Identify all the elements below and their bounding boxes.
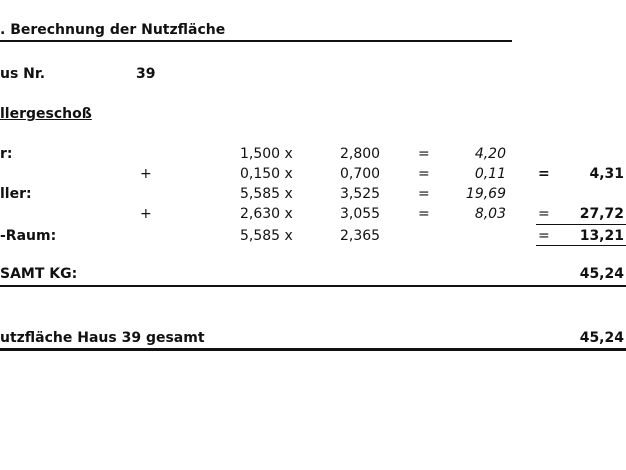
- row-factor-a: 0,150 x: [240, 166, 293, 182]
- total-kg-rule: [0, 285, 626, 287]
- row-factor-b: 3,055: [340, 206, 381, 222]
- subtotal-value: 13,21: [579, 228, 624, 244]
- floor-heading: llergeschoß: [0, 106, 92, 122]
- row-result: 19,69: [465, 186, 506, 202]
- subtotal-equals: =: [538, 166, 550, 182]
- row-factor-b: 2,800: [340, 146, 381, 162]
- row-label: r:: [0, 146, 13, 162]
- total-kg-label: SAMT KG:: [0, 266, 78, 282]
- subtotal-equals: =: [538, 206, 550, 222]
- row-equals: =: [418, 166, 430, 182]
- subtotal-value: 4,31: [589, 166, 624, 182]
- total-kg-value: 45,24: [579, 266, 624, 282]
- row-equals: =: [418, 186, 430, 202]
- row-plus: +: [140, 206, 152, 222]
- row-result: 0,11: [474, 166, 506, 182]
- row-factor-a: 2,630 x: [240, 206, 293, 222]
- row-factor-a: 5,585 x: [240, 228, 293, 244]
- row-equals: =: [418, 206, 430, 222]
- subtotal-equals: =: [538, 228, 550, 244]
- row-equals: =: [418, 146, 430, 162]
- grand-total-label: utzfläche Haus 39 gesamt: [0, 330, 205, 346]
- title-rule: [0, 40, 512, 42]
- row-factor-a: 1,500 x: [240, 146, 293, 162]
- row-result: 8,03: [474, 206, 506, 222]
- subtotal-value: 27,72: [579, 206, 624, 222]
- row-factor-b: 3,525: [340, 186, 381, 202]
- row-factor-b: 2,365: [340, 228, 381, 244]
- grand-total-rule: [0, 348, 626, 351]
- sum-underline: [536, 224, 626, 225]
- grand-total-value: 45,24: [579, 330, 624, 346]
- row-factor-b: 0,700: [340, 166, 381, 182]
- row-result: 4,20: [474, 146, 506, 162]
- row-label: ller:: [0, 186, 32, 202]
- sum-underline: [536, 245, 626, 246]
- house-label: us Nr.: [0, 66, 46, 82]
- section-title: . Berechnung der Nutzfläche: [0, 22, 226, 38]
- row-plus: +: [140, 166, 152, 182]
- house-number: 39: [136, 66, 156, 82]
- row-label: -Raum:: [0, 228, 57, 244]
- row-factor-a: 5,585 x: [240, 186, 293, 202]
